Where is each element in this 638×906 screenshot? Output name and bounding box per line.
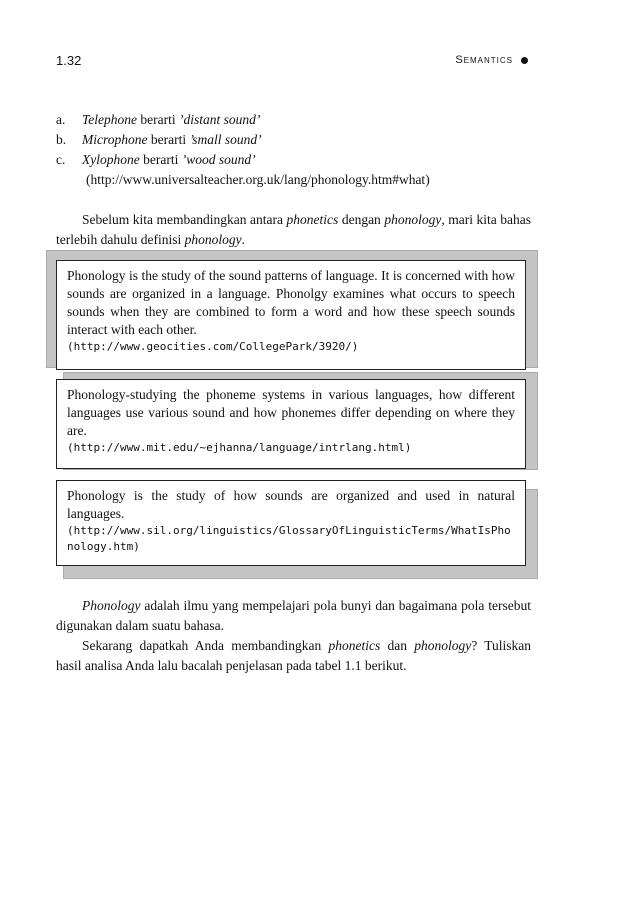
- term-phonology: phonology: [414, 638, 472, 653]
- quote-source-link[interactable]: (http://www.geocities.com/CollegePark/3920/): [67, 340, 359, 353]
- list-term: Xylophone: [82, 152, 140, 167]
- list-mid: berarti: [147, 132, 190, 147]
- text-run: dengan: [338, 212, 385, 227]
- quote-source-link[interactable]: (http://www.sil.org/linguistics/GlossaryOfLinguisticTerms/WhatIsPhonology.htm): [67, 524, 511, 553]
- list-meaning: ’distant sound’: [178, 112, 261, 127]
- quote-text: Phonology is the study of how sounds are organized and used in natural languages.: [67, 488, 515, 521]
- list-marker: a.: [56, 112, 66, 127]
- list-source-link[interactable]: (http://www.universalteacher.org.uk/lang/phonology.htm#what): [86, 172, 430, 187]
- term-phonetics: phonetics: [328, 638, 381, 653]
- example-list: [56, 110, 536, 190]
- list-meaning: ’small sound’: [189, 132, 262, 147]
- list-meaning: ’wood sound’: [181, 152, 256, 167]
- list-marker: c.: [56, 152, 66, 167]
- list-item: [56, 150, 536, 170]
- list-mid: berarti: [139, 152, 182, 167]
- list-term: Telephone: [82, 112, 137, 127]
- bullet-icon: [521, 57, 528, 64]
- term-phonology: Phonology: [82, 598, 141, 613]
- text-run: Sebelum kita membandingkan antara: [82, 212, 287, 227]
- list-item: [56, 110, 536, 130]
- definition-paragraph: [56, 596, 531, 636]
- list-mid: berarti: [137, 112, 179, 127]
- page-header: [56, 50, 528, 70]
- list-item: [56, 130, 536, 150]
- quote-text: Phonology is the study of the sound patterns of language. It is concerned with how sounds are organized in a language. Phonolgy examines what occurs to speech sounds when they are combined to form a word and how these speech sounds interact with each other.: [67, 268, 515, 337]
- text-run: , mari kita bahas terlebih dahulu definisi: [56, 212, 532, 247]
- term-phonetics: phonetics: [286, 212, 339, 227]
- quote-box: [56, 480, 526, 566]
- list-item-text: [82, 130, 262, 150]
- text-run: dan: [380, 638, 415, 653]
- text-run: adalah ilmu yang mempelajari pola bunyi dan bagaimana pola tersebut digunakan dalam suatu bahasa.: [56, 598, 531, 633]
- list-term: Microphone: [82, 132, 148, 147]
- term-phonology: phonology: [384, 212, 442, 227]
- list-marker: b.: [56, 132, 67, 147]
- page-number: 1.32: [56, 52, 82, 68]
- quote-source-link[interactable]: (http://www.mit.edu/~ejhanna/language/intrlang.html): [67, 441, 412, 454]
- intro-paragraph: [56, 210, 531, 250]
- text-run: Sekarang dapatkah Anda membandingkan: [82, 638, 329, 653]
- list-item-text: [82, 110, 260, 130]
- quote-text: Phonology-studying the phoneme systems in various languages, how different languages use various sound and how phonemes differ depending on where they are.: [67, 387, 515, 438]
- list-item-text: [82, 150, 256, 170]
- text-run: .: [241, 232, 245, 247]
- text-run: ? Tuliskan hasil analisa Anda lalu bacalah penjelasan pada tabel 1.1 berikut.: [56, 638, 531, 673]
- term-phonology: phonology: [184, 232, 242, 247]
- running-title: [455, 54, 528, 66]
- quote-box: [56, 379, 526, 469]
- running-title-text: Semantics: [455, 54, 513, 66]
- quote-box: [56, 260, 526, 370]
- instruction-paragraph: [56, 636, 531, 676]
